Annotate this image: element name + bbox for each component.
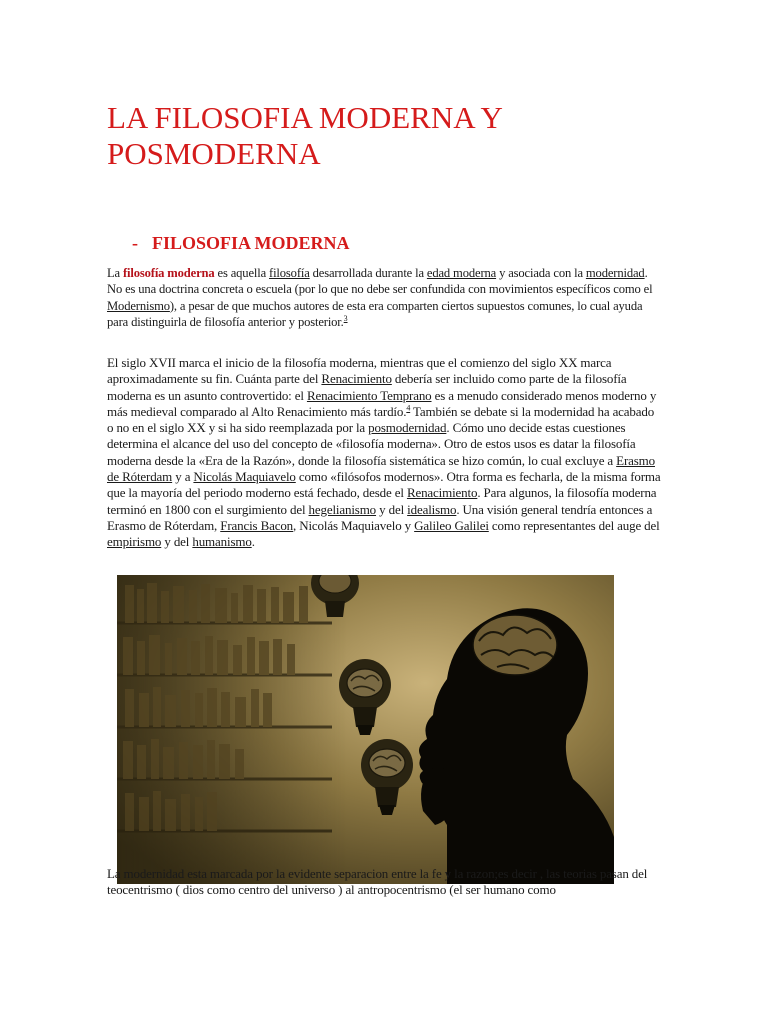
link-renacimiento-temprano[interactable]: Renacimiento Temprano [306,387,432,403]
link-hegelianismo[interactable]: hegelianismo [308,501,377,517]
link-modernismo[interactable]: Modernismo [107,298,170,313]
paragraph-modernidad: La modernidad esta marcada por la evidente separacion entre la fe y la razon;es decir , las teorias pasan del teocentrismo ( dios como centro del universo ) al antropocentrismo (el ser humano como [107,866,648,898]
section-heading-text: FILOSOFIA MODERNA [152,233,350,253]
text-run: y del [161,534,193,550]
text-run: La [107,266,123,280]
link-galileo-galilei[interactable]: Galileo Galilei [414,517,489,533]
link-renacimiento[interactable]: Renacimiento [321,371,392,387]
thinker-lightbulbs-illustration [117,575,614,884]
text-run: es a menudo considerado menos moderno y más medieval comparado al Alto Renacimiento más tardío. [107,387,657,419]
page-title: LA FILOSOFIA MODERNA Y POSMODERNA [107,100,502,171]
link-filosofia[interactable]: filosofía [269,266,310,280]
link-humanismo[interactable]: humanismo [192,534,252,550]
text-run: ), a pesar de que muchos autores de esta era comparten ciertos supuestos comunes, lo cual ayuda para distinguirla de filosofía anterior y posterior. [107,298,643,329]
text-run: desarrollada durante la [309,266,427,280]
text-run: También se debate si la modernidad ha acabado o no en el siglo XX y si ha sido reemplazada por la [107,403,655,436]
footnote-ref-3[interactable]: 3 [343,313,348,323]
heading-dash: - [132,233,138,253]
text-run: debería ser incluido como parte de la filosofía moderna es un asunto controvertido: el [107,371,627,403]
section-heading [132,232,350,254]
text-run: . Cómo uno decide estas cuestiones determina el alcance del uso del concepto de «filosofía moderna». Otro de estos usos es datar la filosofía moderna desde la «Era de la Razón», donde la filosofía sistemática se hizo común, lo cual excluye a [107,420,636,468]
text-run: y del [376,501,408,517]
link-posmodernidad[interactable]: posmodernidad [368,420,447,436]
link-erasmo[interactable]: Erasmo de Róterdam [107,452,655,485]
paragraph-history [107,355,662,551]
bookshelf [117,575,347,884]
link-edad-moderna[interactable]: edad moderna [426,266,497,280]
link-empirismo[interactable]: empirismo [107,534,162,550]
text-run: . Una visión general tendría entonces a Erasmo de Róterdam, [107,501,653,533]
link-francis-bacon[interactable]: Francis Bacon [220,517,294,533]
link-nicolas-maquiavelo[interactable]: Nicolás Maquiavelo [193,469,296,485]
text-run: como representantes del auge del [488,517,660,533]
text-run: como «filósofos modernos». Otra forma es fecharla, de la misma forma que la mayoría del periodo moderno está fechado, desde el [107,469,661,501]
text-run: , Nicolás Maquiavelo y [293,517,415,533]
brain-icon [473,615,557,675]
text-run: y a [172,469,194,485]
text-run: . Para algunos, la filosofía moderna terminó en 1800 con el surgimiento del [107,485,657,517]
text-run: El siglo XVII marca el inicio de la filosofía moderna, mientras que el comienzo del siglo XX marca aproximadamente su fin. Cuánta parte del [107,355,612,387]
link-modernidad[interactable]: modernidad [585,266,645,280]
text-run: es aquella [214,266,270,280]
text-run: y asociada con la [496,266,586,280]
footnote-ref-4[interactable]: 4 [406,403,411,413]
illustration-svg [117,575,614,884]
term-filosofia-moderna: filosofía moderna [122,266,215,280]
text-run: . No es una doctrina concreta o escuela (por lo que no debe ser confundida con movimientos específicos como el [107,266,653,297]
paragraph-definition [107,265,662,330]
link-idealismo[interactable]: idealismo [407,501,457,517]
link-renacimiento-2[interactable]: Renacimiento [406,485,478,501]
text-run: . [251,534,255,550]
